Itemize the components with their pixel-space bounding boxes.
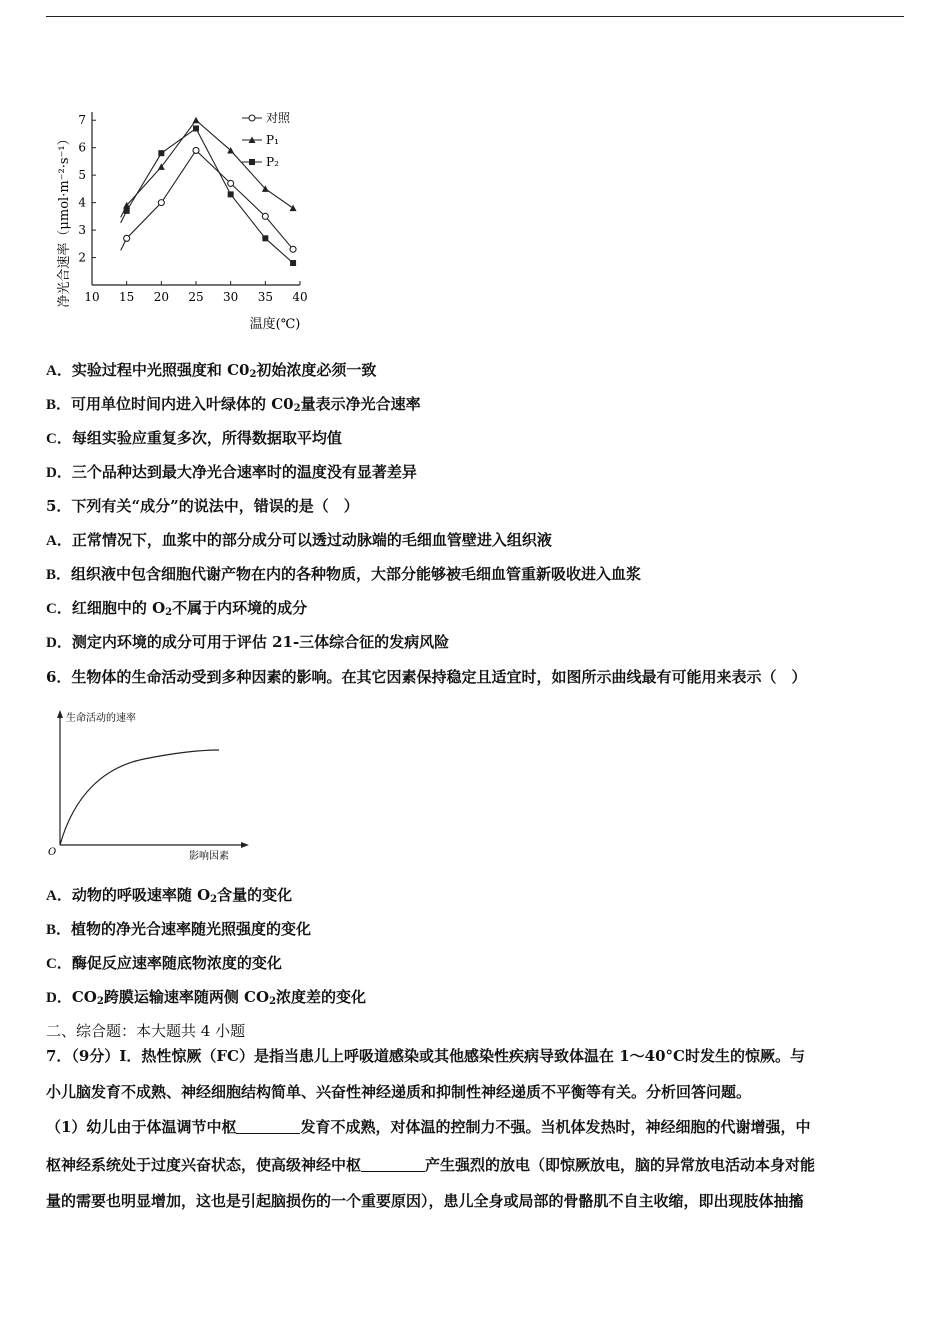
chart1-point-p2	[290, 260, 296, 266]
q4-option-a: A．实验过程中光照强度和 $C0_2$初始浓度必须一致	[46, 361, 377, 380]
chart1-y-tick-label: 4	[78, 195, 86, 210]
chart1-point-p2	[249, 159, 255, 165]
chart1-y-tick-label: 5	[78, 168, 86, 183]
chart1-point-p2	[124, 208, 130, 214]
chart1-y-tick-label: 3	[78, 223, 86, 238]
q5-option-d: D．测定内环境的成分可用于评估 21-三体综合征的发病风险	[46, 633, 450, 651]
q6-stem: 6．生物体的生命活动受到多种因素的影响。在其它因素保持稳定且适宜时，如图所示曲线最有可能用来表示（ ）	[46, 668, 807, 686]
q5-option-b: B．组织液中包含细胞代谢产物在内的各种物质，大部分能够被毛细血管重新吸收进入血浆	[46, 565, 642, 583]
q4-option-c: C．每组实验应重复多次，所得数据取平均值	[46, 429, 342, 447]
q6-option-b: B．植物的净光合速率随光照强度的变化	[46, 920, 312, 938]
chart1-point-control	[193, 147, 199, 153]
q7-line-5: 量的需要也明显增加，这也是引起脑损伤的一个重要原因），患儿全身或局部的骨骼肌不自主收缩，即出现肢体抽搐	[46, 1192, 804, 1210]
chart1-y-tick-label: 2	[78, 250, 86, 265]
chart1-x-tick-label: 15	[119, 290, 135, 304]
q7-line-4: 枢神经系统处于过度兴奋状态，使高级神经中枢 产生强烈的放电（即惊厥放电，脑的异常放电活动本身对能	[46, 1156, 816, 1174]
chart1-y-tick-label: 7	[78, 113, 86, 128]
chart1-point-p2	[158, 150, 164, 156]
chart1-point-control	[262, 213, 268, 219]
chart1-legend-label: P₂	[266, 155, 279, 169]
q4-option-d: D．三个品种达到最大净光合速率时的温度没有显著差异	[46, 463, 417, 481]
chart2-curve	[60, 750, 219, 845]
q7-line-3: （1）幼儿由于体温调节中枢 发育不成熟，对体温的控制力不强。当机体发热时，神经细胞的代谢增强，中	[46, 1118, 811, 1136]
chart1-x-axis-label: 温度(℃)	[249, 317, 301, 332]
q5-option-a: A．正常情况下，血浆中的部分成分可以透过动脉端的毛细血管壁进入组织液	[46, 531, 552, 549]
header-rule	[46, 16, 904, 17]
q5-stem: 5．下列有关“成分”的说法中，错误的是（ ）	[46, 497, 359, 515]
q6-option-a: A．动物的呼吸速率随 $O_2$含量的变化	[46, 886, 293, 905]
q4-option-b: B．可用单位时间内进入叶绿体的 $C0_2$量表示净光合速率	[46, 395, 421, 414]
chart1-x-tick-label: 40	[292, 290, 308, 304]
net-photosynthesis-chart	[50, 100, 320, 340]
chart1-x-tick-label: 35	[257, 290, 273, 304]
q6-option-d: D．$CO_2$跨膜运输速率随两侧 $CO_2$浓度差的变化	[46, 988, 367, 1007]
chart1-legend-label: P₁	[266, 133, 279, 147]
chart1-x-tick-label: 30	[223, 290, 239, 304]
chart1-point-control	[290, 246, 296, 252]
chart2-y-axis-label: 生命活动的速率	[66, 713, 136, 724]
section-heading: 二、综合题：本大题共 4 小题	[46, 1022, 246, 1040]
q6-option-c: C．酶促反应速率随底物浓度的变化	[46, 954, 282, 972]
chart1-x-tick-label: 25	[188, 290, 204, 304]
chart1-point-p2	[228, 191, 234, 197]
chart1-y-tick-label: 6	[78, 140, 86, 155]
chart1-x-tick-label: 10	[84, 290, 100, 304]
chart1-legend-label: 对照	[266, 111, 291, 125]
q7-line-2: 小儿脑发育不成熟、神经细胞结构简单、兴奋性神经递质和抑制性神经递质不平衡等有关。分析回答问题。	[46, 1083, 752, 1101]
chart2-origin-label: O	[48, 847, 57, 858]
chart1-point-p1	[290, 205, 297, 212]
q5-option-c: C．红细胞中的 $O_2$不属于内环境的成分	[46, 599, 308, 618]
answer-blank-1[interactable]	[236, 1119, 300, 1134]
chart1-point-p2	[193, 125, 199, 131]
chart1-y-axis-label: 净光合速率（μmol·m⁻²·s⁻¹）	[57, 132, 72, 308]
answer-blank-2[interactable]	[361, 1157, 425, 1172]
chart1-line-p2	[121, 128, 293, 263]
chart1-point-p2	[262, 235, 268, 241]
chart1-point-control	[249, 115, 255, 121]
chart1-point-p1	[193, 117, 200, 124]
chart2-x-arrow	[241, 842, 249, 848]
rate-vs-factor-chart	[44, 705, 254, 865]
chart2-x-axis-label: 影响因素	[189, 851, 229, 862]
chart1-point-control	[124, 235, 130, 241]
q7-line-1: 7．（9分）Ⅰ．热性惊厥（FC）是指当患儿上呼吸道感染或其他感染性疾病导致体温在 1～40°C时发生的惊厥。与	[46, 1047, 805, 1065]
chart1-point-control	[228, 180, 234, 186]
chart1-point-control	[158, 200, 164, 206]
chart1-x-tick-label: 20	[153, 290, 169, 304]
chart2-y-arrow	[57, 710, 63, 718]
